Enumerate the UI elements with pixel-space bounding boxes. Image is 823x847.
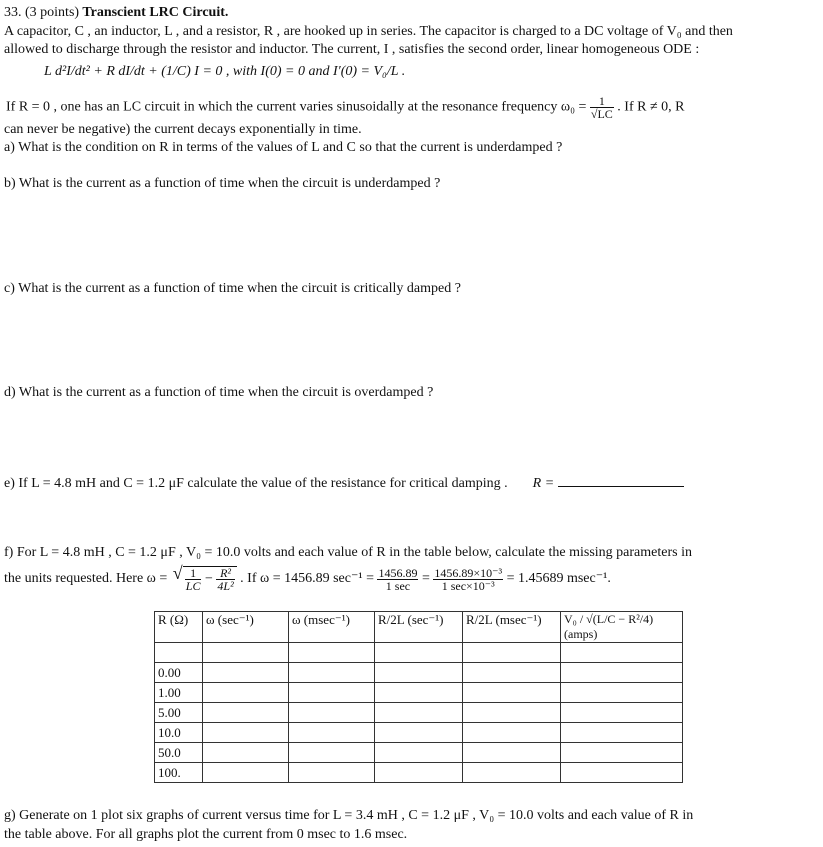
omega-term1 — [185, 567, 202, 592]
header-r2l-msec: R/2L (msec⁻¹) — [463, 612, 561, 643]
amps-cell[interactable] — [561, 683, 683, 703]
omega-msec-cell[interactable] — [289, 723, 375, 743]
critical-r-answer-blank[interactable] — [558, 474, 684, 487]
table-row — [155, 663, 683, 683]
question-points: (3 points) — [25, 5, 80, 20]
parameter-table — [154, 611, 683, 783]
table-row — [155, 723, 683, 743]
table-row — [155, 703, 683, 723]
r-value: 50.0 — [155, 743, 203, 763]
r-value: 1.00 — [155, 683, 203, 703]
intro-line-4: can never be negative) the current decays exponentially in time. — [4, 122, 362, 137]
omega-msec-cell[interactable] — [289, 683, 375, 703]
table-row — [155, 683, 683, 703]
r2l-sec-cell[interactable] — [375, 743, 463, 763]
omega-sec-cell[interactable] — [203, 703, 289, 723]
amps-cell[interactable] — [561, 743, 683, 763]
omega-sec-cell[interactable] — [203, 723, 289, 743]
intro-line-3 — [6, 95, 684, 120]
r2l-msec-cell[interactable] — [463, 663, 561, 683]
r-value: 0.00 — [155, 663, 203, 683]
r2l-msec-cell[interactable] — [463, 703, 561, 723]
intro-line-1: A capacitor, C , an inductor, L , and a resistor, R , are hooked up in series. The capacitor is charged to a DC voltage of V₀ and then — [4, 24, 733, 39]
omega-value-text: . If ω = 1456.89 sec⁻¹ = — [240, 571, 374, 587]
conversion-frac-2-den: 1 sec×10⁻³ — [441, 578, 495, 593]
omega-sec-cell[interactable] — [203, 663, 289, 683]
omega-msec-cell[interactable] — [289, 763, 375, 783]
question-c: c) What is the current as a function of time when the circuit is critically damped ? — [4, 281, 461, 296]
question-a: a) What is the condition on R in terms of the values of L and C so that the current is underdamped ? — [4, 140, 563, 155]
amps-cell[interactable] — [561, 663, 683, 683]
header-omega-sec: ω (sec⁻¹) — [203, 612, 289, 643]
ode-equation: L d²I/dt² + R dI/dt + (1/C) I = 0 , with I(0) = 0 and I′(0) = V₀/L . — [44, 64, 406, 79]
omega-msec-cell[interactable] — [289, 663, 375, 683]
table-row — [155, 743, 683, 763]
question-g-line-1: g) Generate on 1 plot six graphs of current versus time for L = 3.4 mH , C = 1.2 μF , V₀ = 10.0 volts and each value of R in — [4, 808, 694, 823]
r2l-sec-cell[interactable] — [375, 663, 463, 683]
resonance-text-end: . If R ≠ 0, R — [617, 99, 685, 115]
conversion-frac-1-num: 1456.89 — [378, 565, 418, 580]
omega0-fraction — [590, 95, 614, 120]
omega-def-text: the units requested. Here ω = — [4, 571, 168, 587]
omega-term1-den: LC — [185, 579, 201, 593]
omega-term1-num: √ 1 — [185, 567, 202, 580]
r-value: 5.00 — [155, 703, 203, 723]
question-f-line-2: the units requested. Here ω = √ $\frac{1}{LC}$ − $\frac{\text{R²}}{\text{4L²}}$ . If ω = 1456.89 sec⁻¹ = $\frac{1456.89}{1 \sec}$ = $\frac{\text{1456.89×10⁻³}}{\text{1 sec×10⁻³}}$ = 1.45689 msec⁻¹. — [4, 566, 611, 592]
header-amps: V₀ / √(L/C − R²/4) (amps) — [561, 612, 683, 643]
amps-cell[interactable] — [561, 763, 683, 783]
question-header — [4, 5, 228, 21]
conversion-frac-1-den: 1 sec — [385, 578, 411, 593]
critical-r-label: R = — [532, 476, 555, 491]
omega-msec-text: = 1.45689 msec⁻¹. — [506, 571, 611, 587]
omega-sec-cell[interactable] — [203, 763, 289, 783]
omega-msec-cell[interactable] — [289, 743, 375, 763]
intro-line-2: allowed to discharge through the resistor and inductor. The current, I , satisfies the second order, linear homogeneous ODE : — [4, 42, 700, 57]
header-r2l-sec: R/2L (sec⁻¹) — [375, 612, 463, 643]
conversion-frac-2-num: 1456.89×10⁻³ — [434, 565, 503, 580]
r2l-msec-cell[interactable] — [463, 763, 561, 783]
r2l-sec-cell[interactable] — [375, 763, 463, 783]
table-header-row — [155, 612, 683, 643]
r2l-msec-cell[interactable] — [463, 743, 561, 763]
omega0-den: √LC — [590, 107, 613, 121]
r2l-msec-cell[interactable] — [463, 723, 561, 743]
r2l-sec-cell[interactable] — [375, 683, 463, 703]
omega-sec-cell[interactable] — [203, 743, 289, 763]
question-title: Transcient LRC Circuit. — [82, 5, 229, 20]
r2l-sec-cell[interactable] — [375, 723, 463, 743]
amps-cell[interactable] — [561, 723, 683, 743]
omega-term2-num: R² — [216, 567, 234, 580]
amps-cell[interactable] — [561, 703, 683, 723]
omega-term2 — [216, 567, 234, 592]
question-b: b) What is the current as a function of time when the circuit is underdamped ? — [4, 176, 441, 191]
header-omega-msec: ω (msec⁻¹) — [289, 612, 375, 643]
header-r: R (Ω) — [155, 612, 203, 643]
question-g-line-2: the table above. For all graphs plot the current from 0 msec to 1.6 msec. — [4, 827, 408, 842]
question-e-text: e) If L = 4.8 mH and C = 1.2 μF calculate the value of the resistance for critical damping . — [4, 476, 508, 491]
omega-sqrt: √ $\frac{1}{LC}$ − $\frac{\text{R²}}{\text{4L²}}$ — [183, 566, 237, 592]
conversion-frac-1 — [377, 567, 418, 592]
table-spacer-row — [155, 643, 683, 663]
r2l-sec-cell[interactable] — [375, 703, 463, 723]
table-row — [155, 763, 683, 783]
omega0-num: 1 — [590, 95, 614, 108]
question-number: 33. — [4, 5, 22, 20]
question-d: d) What is the current as a function of time when the circuit is overdamped ? — [4, 385, 434, 400]
resonance-text: If R = 0 , one has an LC circuit in which the current varies sinusoidally at the resonance frequency ω₀ = — [6, 99, 587, 115]
omega-term2-den: 4L² — [217, 579, 234, 593]
omega-sec-cell[interactable] — [203, 683, 289, 703]
omega-msec-cell[interactable] — [289, 703, 375, 723]
r-value: 100. — [155, 763, 203, 783]
r2l-msec-cell[interactable] — [463, 683, 561, 703]
conversion-frac-2 — [433, 567, 503, 592]
question-e — [4, 474, 684, 492]
question-f-line-1: f) For L = 4.8 mH , C = 1.2 μF , V₀ = 10.0 volts and each value of R in the table below, calculate the missing parameters in — [4, 545, 692, 560]
r-value: 10.0 — [155, 723, 203, 743]
